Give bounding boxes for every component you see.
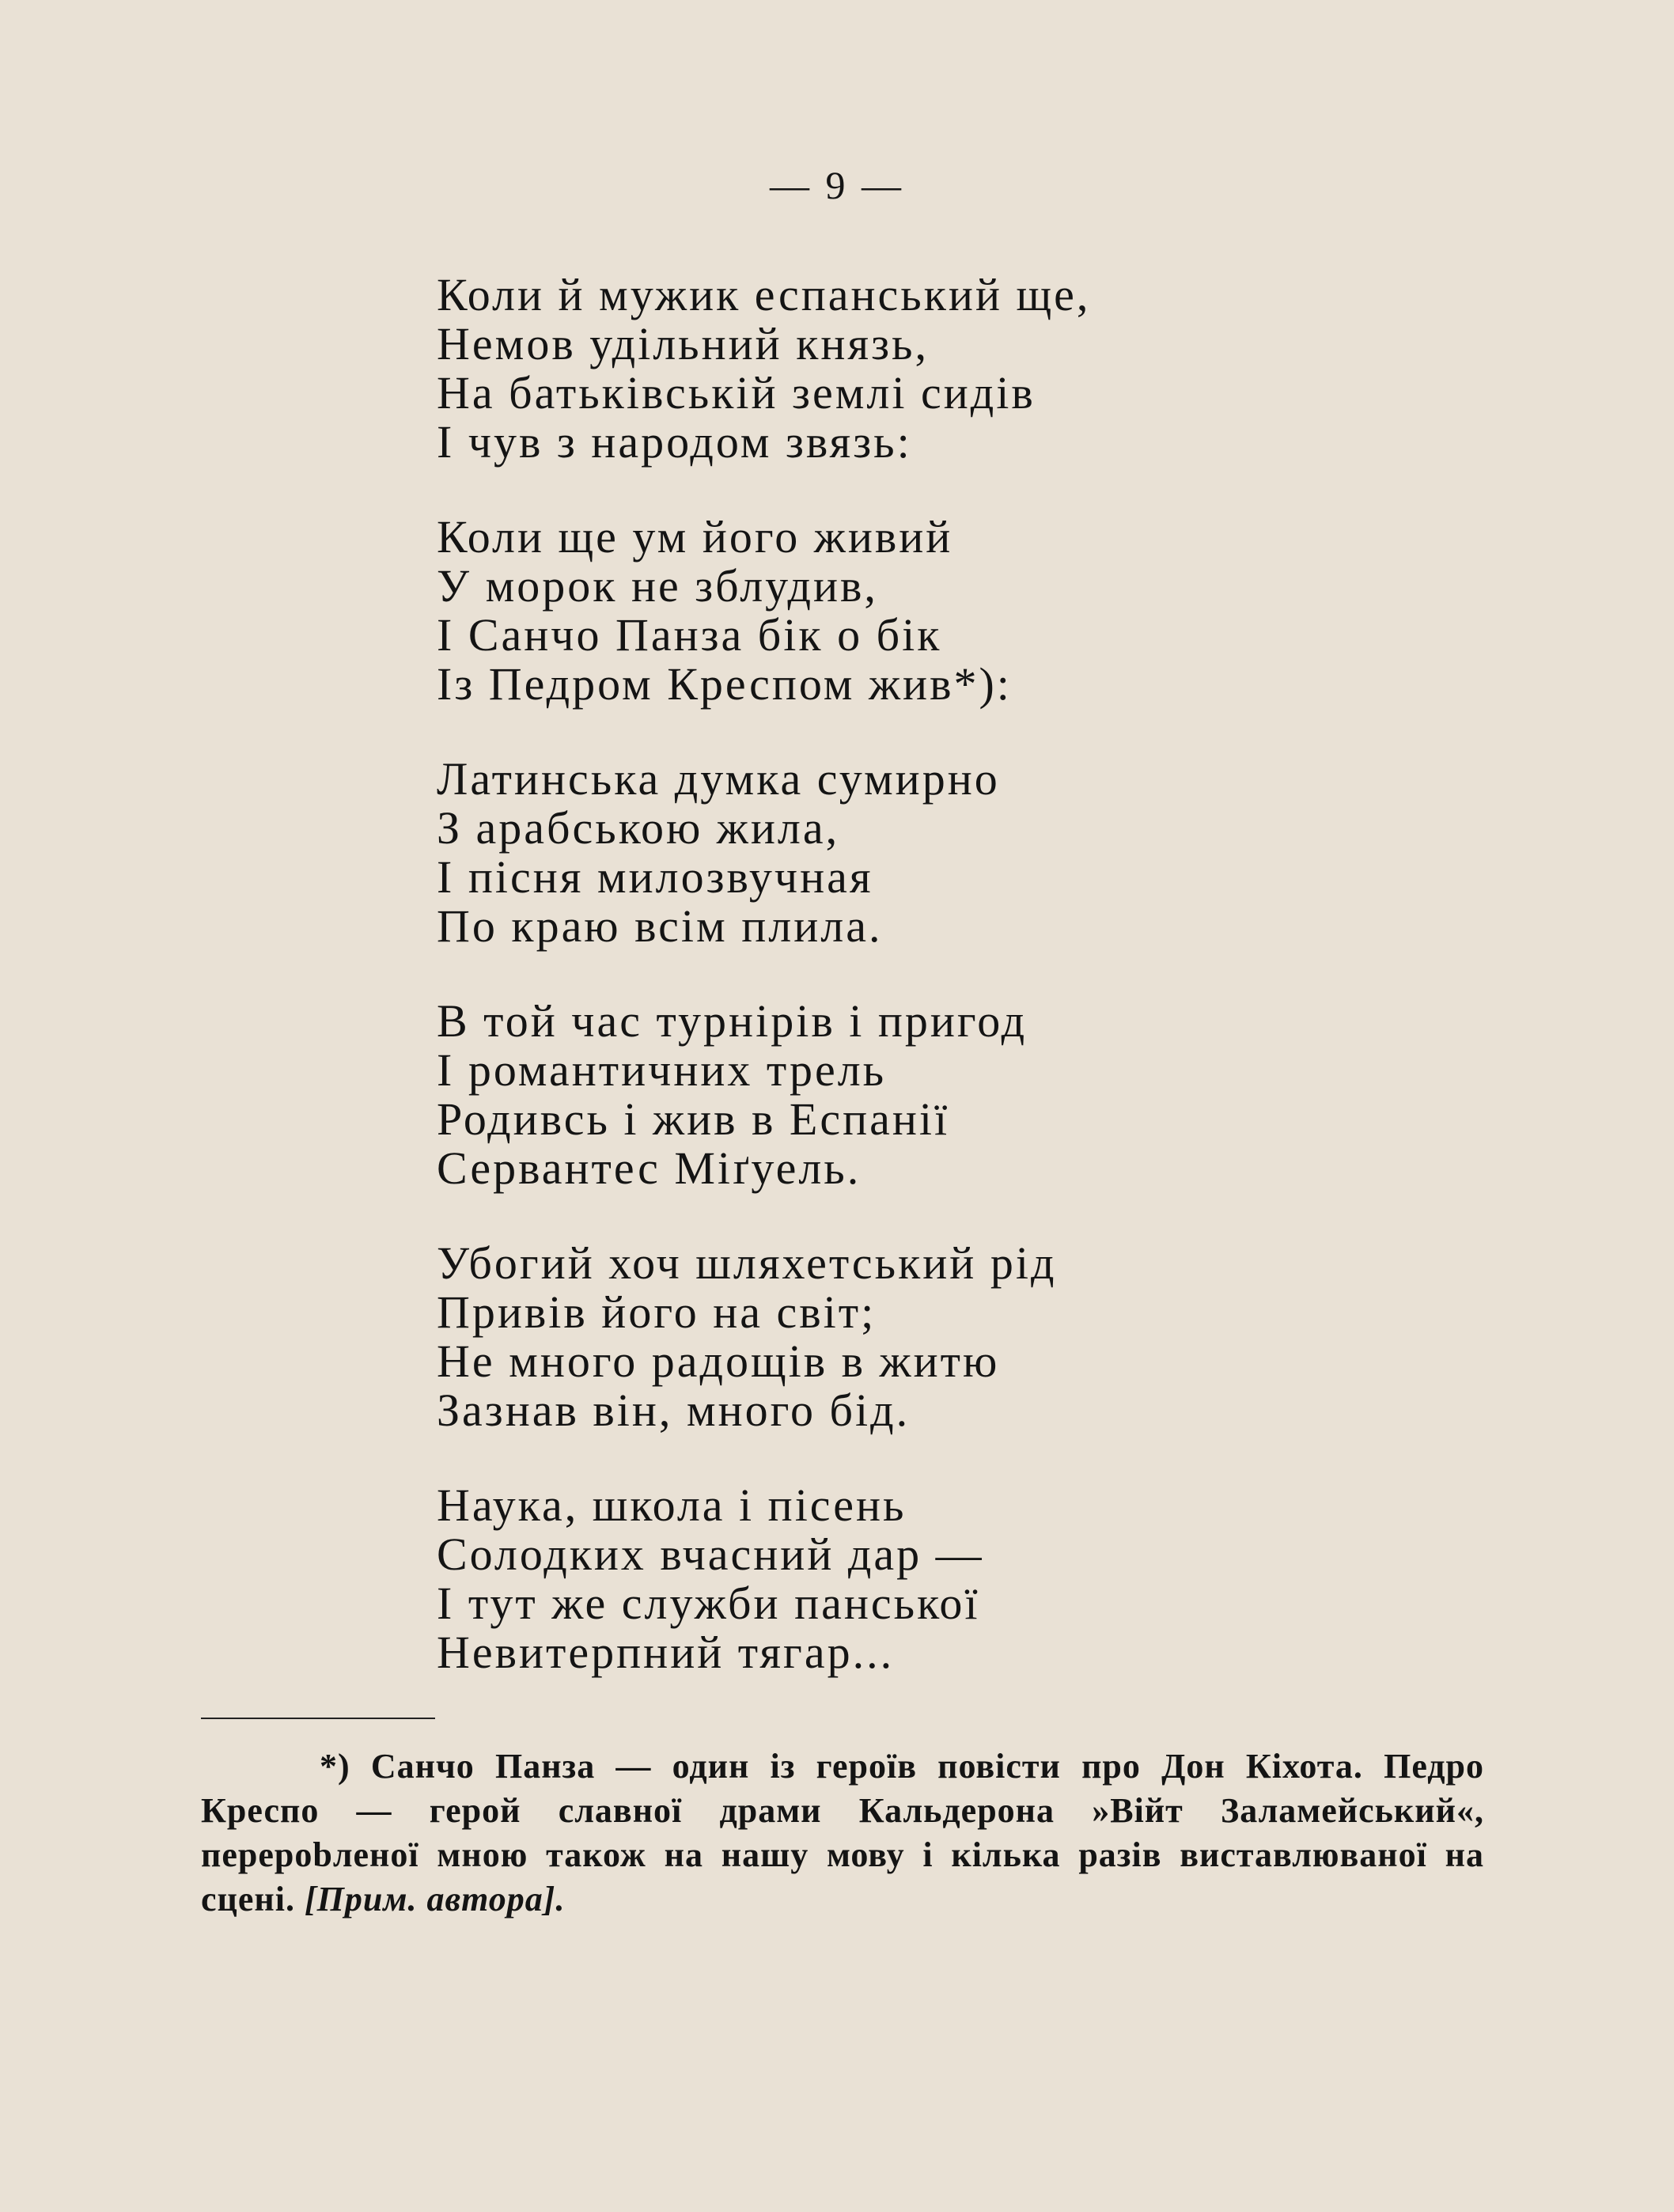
poem-line: І пісня милозвучная <box>437 851 873 903</box>
poem-line: Родивсь і жив в Еспанії <box>437 1093 950 1145</box>
poem-line: Сервантес Міґуель. <box>437 1142 862 1194</box>
poem-line: І чув з народом звязь: <box>437 416 912 468</box>
footnote <box>201 1744 1484 1922</box>
author-note: [Прим. автора]. <box>305 1880 566 1918</box>
poem-line: Солодких вчасний дар — <box>437 1528 984 1580</box>
poem-line: Коли й мужик еспанський ще, <box>437 269 1091 320</box>
stanza <box>437 1481 1370 1677</box>
stanza <box>437 271 1370 467</box>
poem-line: Латинська думка сумирно <box>437 753 1000 805</box>
stanza <box>437 513 1370 709</box>
page-number: — 9 — <box>770 163 904 207</box>
poem-line: Убогий хоч шляхетський рід <box>437 1237 1057 1289</box>
poem-line: У морок не зблудив, <box>437 560 878 612</box>
stanza <box>437 997 1370 1193</box>
poem-line: Немов удільний князь, <box>437 318 929 369</box>
footnote-text: *) Санчо Панза — один із героїв повісти про Дон Кіхота. Педро Креспо — герой славної драми Кальдерона »Війт Заламейський«, перерobленої мною також на нашу мову і кілька разів виставлюваної на сцені. <box>201 1747 1484 1918</box>
poem <box>437 271 1370 1723</box>
poem-line: З арабською жила, <box>437 802 840 854</box>
poem-line: По краю всім плила. <box>437 900 883 952</box>
poem-line: Коли ще ум його живий <box>437 511 953 562</box>
poem-line: Із Педром Креспом жив*): <box>437 658 1012 710</box>
poem-line: Не много радощів в житю <box>437 1335 1000 1387</box>
poem-line: І Санчо Панза бік о бік <box>437 609 942 661</box>
poem-line: І тут же служби панської <box>437 1578 980 1629</box>
stanza <box>437 755 1370 951</box>
poem-line: Наука, школа і пісень <box>437 1479 907 1531</box>
poem-line: В той час турнірів і пригод <box>437 995 1028 1047</box>
poem-line: І романтичних трель <box>437 1044 887 1096</box>
footnote-divider <box>201 1718 435 1719</box>
stanza <box>437 1239 1370 1435</box>
poem-line: Привів його на світ; <box>437 1286 877 1338</box>
poem-line: Зазнав він, много бід. <box>437 1384 911 1436</box>
poem-line: Невитерпний тягар... <box>437 1627 895 1678</box>
poem-line: На батьківській землі сидів <box>437 367 1036 419</box>
